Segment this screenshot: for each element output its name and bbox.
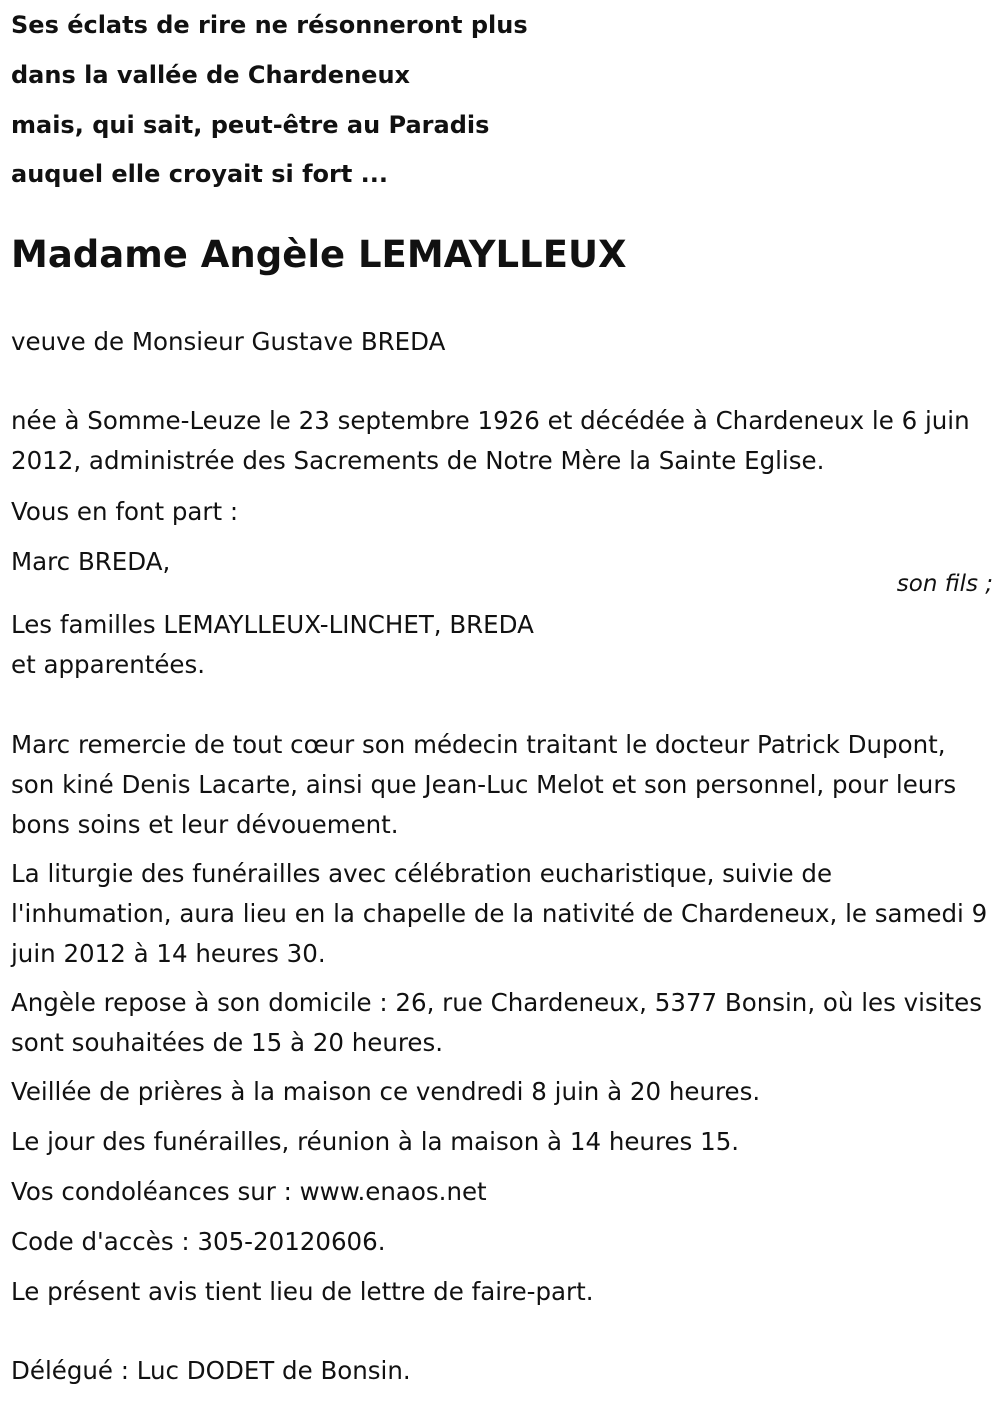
- widow-of-line: veuve de Monsieur Gustave BREDA: [11, 327, 446, 356]
- families-line-2: et apparentées.: [11, 650, 206, 679]
- repose-paragraph: Angèle repose à son domicile : 26, rue Chardeneux, 5377 Bonsin, où les visites sont souhaitées de 15 à 20 heures.: [11, 988, 982, 1057]
- condolences-line: Vos condoléances sur : www.enaos.net: [11, 1177, 487, 1206]
- notice-line: Le présent avis tient lieu de lettre de faire-part.: [11, 1277, 594, 1306]
- delegate-line: Délégué : Luc DODET de Bonsin.: [11, 1356, 411, 1385]
- birth-death-paragraph: née à Somme-Leuze le 23 septembre 1926 et décédée à Chardeneux le 6 juin 2012, administrée des Sacrements de Notre Mère la Sainte Eglise.: [11, 406, 970, 475]
- poem-line-3: mais, qui sait, peut-être au Paradis: [11, 111, 490, 139]
- vigil-line: Veillée de prières à la maison ce vendredi 8 juin à 20 heures.: [11, 1077, 761, 1106]
- liturgy-paragraph: La liturgie des funérailles avec célébration eucharistique, suivie de l'inhumation, aura lieu en la chapelle de la nativité de Chardeneux, le samedi 9 juin 2012 à 14 heures 30.: [11, 859, 988, 968]
- son-name: Marc BREDA,: [11, 547, 171, 576]
- poem-line-2: dans la vallée de Chardeneux: [11, 61, 411, 89]
- thanks-paragraph: Marc remercie de tout cœur son médecin traitant le docteur Patrick Dupont, son kiné Denis Lacarte, ainsi que Jean-Luc Melot et son personnel, pour leurs bons soins et leur dévouement.: [11, 730, 957, 839]
- announcers-intro: Vous en font part :: [11, 497, 239, 526]
- poem-line-1: Ses éclats de rire ne résonneront plus: [11, 11, 528, 39]
- access-code-line: Code d'accès : 305-20120606.: [11, 1227, 386, 1256]
- deceased-name-title: Madame Angèle LEMAYLLEUX: [11, 233, 627, 276]
- poem-line-4: auquel elle croyait si fort ...: [11, 160, 389, 188]
- meeting-line: Le jour des funérailles, réunion à la maison à 14 heures 15.: [11, 1127, 740, 1156]
- son-role: son fils ;: [896, 571, 993, 597]
- families-line-1: Les familles LEMAYLLEUX-LINCHET, BREDA: [11, 610, 534, 639]
